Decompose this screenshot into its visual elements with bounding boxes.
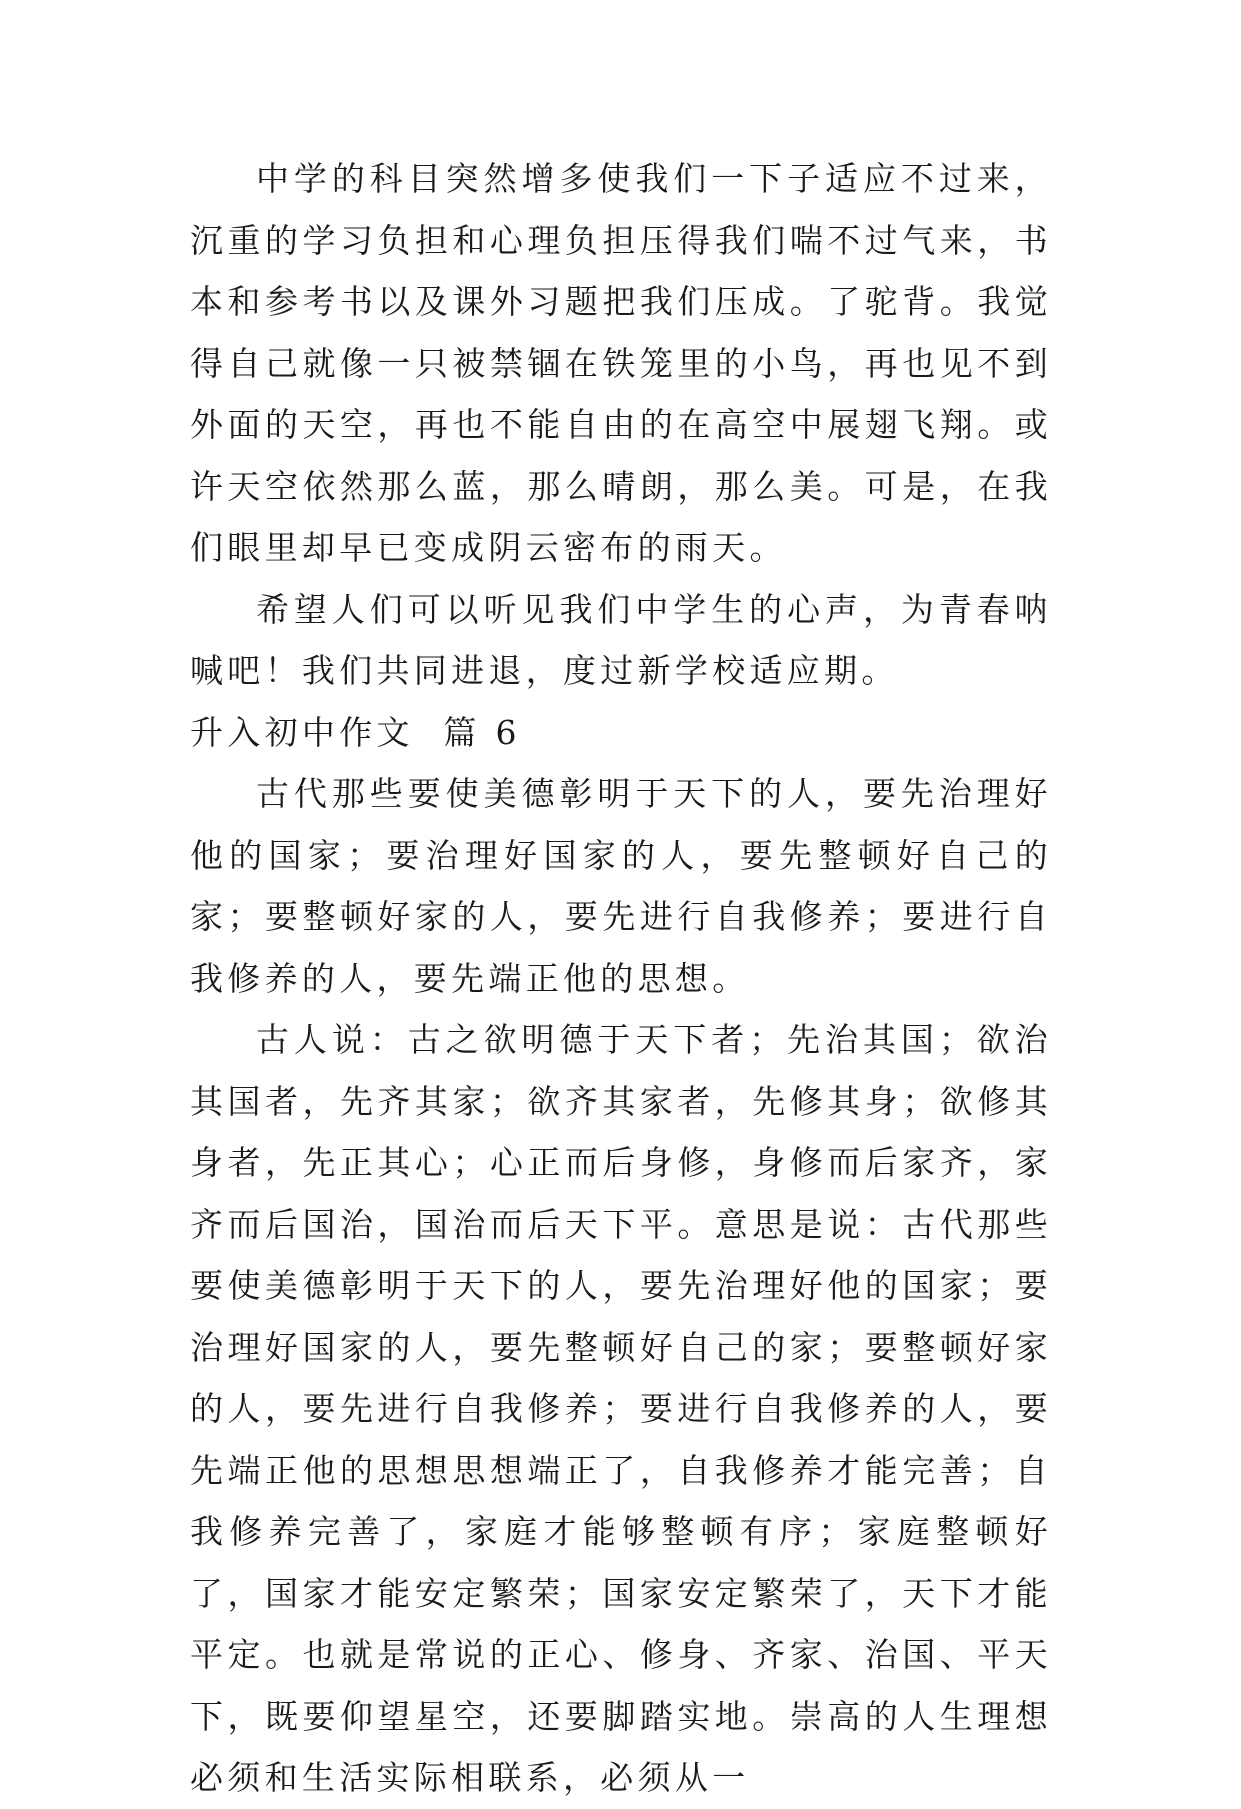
paragraph: 古人说：古之欲明德于天下者；先治其国；欲治其国者，先齐其家；欲齐其家者，先修其身；欲修其身者，先正其心；心正而后身修，身修而后家齐，家齐而后国治，国治而后天下平。意思是说：古代那些要使美德彰明于天下的人，要先治理好他的国家；要治理好国家的人，要先整顿好自己的家；要整顿好家的人，要先进行自我修养；要进行自我修养的人，要先端正他的思想思想端正了，自我修养才能完善；自我修养完善了，家庭才能够整顿有序；家庭整顿好了，国家才能安定繁荣；国家安定繁荣了，天下才能平定。也就是常说的正心、修身、齐家、治国、平天下，既要仰望星空，还要脚踏实地。崇高的人生理想必须和生活实际相联系，必须从一 (190, 1020, 1052, 1797)
paragraph: 古代那些要使美德彰明于天下的人，要先治理好他的国家；要治理好国家的人，要先整顿好自己的家；要整顿好家的人，要先进行自我修养；要进行自我修养的人，要先端正他的思想。 (190, 774, 1052, 998)
document-page (190, 148, 1052, 1809)
paragraph: 中学的科目突然增多使我们一下子适应不过来，沉重的学习负担和心理负担压得我们喘不过气来，书本和参考书以及课外习题把我们压成。了驼背。我觉得自己就像一只被禁锢在铁笼里的小鸟，再也见不到外面的天空，再也不能自由的在高空中展翅飞翔。或许天空依然那么蓝，那么晴朗，那么美。可是，在我们眼里却早已变成阴云密布的雨天。 (190, 159, 1052, 567)
section-heading: 升入初中作文 篇 6 (190, 712, 521, 752)
paragraph: 希望人们可以听见我们中学生的心声，为青春呐喊吧！我们共同进退，度过新学校适应期。 (190, 589, 1052, 690)
